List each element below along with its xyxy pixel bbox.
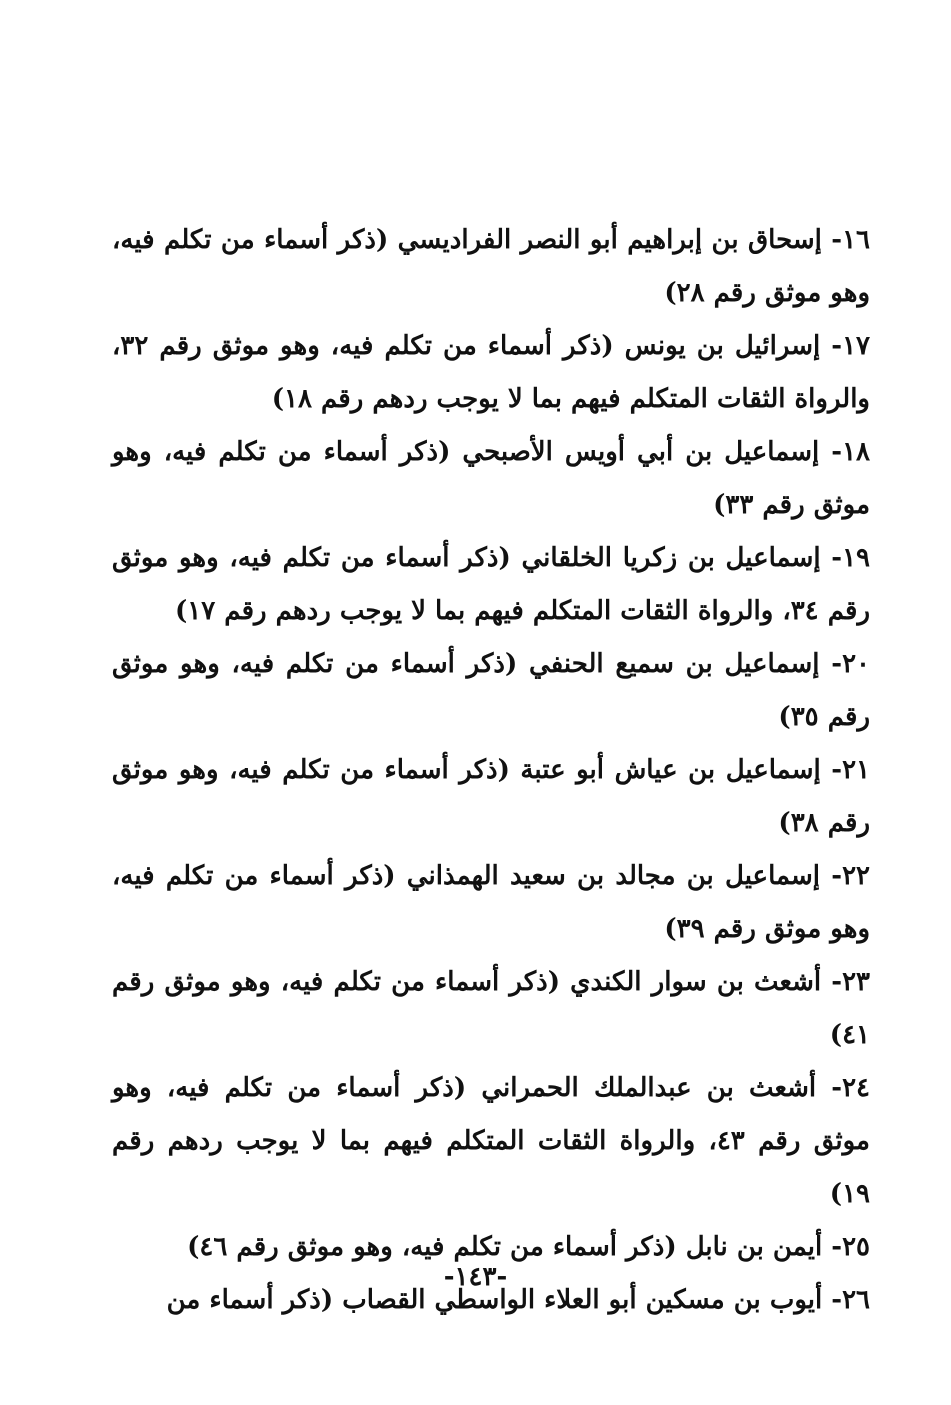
list-item: ٢٠- إسماعيل بن سميع الحنفي (ذكر أسماء من تكلم فيه، وهو موثق رقم ٣٥) bbox=[112, 649, 870, 732]
list-item: ٢٤- أشعث بن عبدالملك الحمراني (ذكر أسماء من تكلم فيه، وهو موثق رقم ٤٣، والرواة الثقات المتكلم فيهم بما لا يوجب ردهم رقم ١٩) bbox=[112, 1073, 870, 1209]
entries-list bbox=[112, 214, 870, 1327]
page-number: -١٤٣- bbox=[443, 1262, 508, 1292]
list-item: ٢١- إسماعيل بن عياش أبو عتبة (ذكر أسماء من تكلم فيه، وهو موثق رقم ٣٨) bbox=[112, 755, 870, 838]
list-item: ١٧- إسرائيل بن يونس (ذكر أسماء من تكلم فيه، وهو موثق رقم ٣٢، والرواة الثقات المتكلم فيهم بما لا يوجب ردهم رقم ١٨) bbox=[112, 331, 870, 414]
list-item: ٢٥- أيمن بن نابل (ذكر أسماء من تكلم فيه، وهو موثق رقم ٤٦) bbox=[187, 1232, 870, 1262]
list-item: ١٨- إسماعيل بن أبي أويس الأصبحي (ذكر أسماء من تكلم فيه، وهو موثق رقم ٣٣) bbox=[112, 437, 870, 520]
list-item: ٢٣- أشعث بن سوار الكندي (ذكر أسماء من تكلم فيه، وهو موثق رقم ٤١) bbox=[112, 967, 870, 1050]
list-item: ١٦- إسحاق بن إبراهيم أبو النصر الفراديسي (ذكر أسماء من تكلم فيه، وهو موثق رقم ٢٨) bbox=[112, 225, 870, 308]
list-item: ٢٢- إسماعيل بن مجالد بن سعيد الهمذاني (ذكر أسماء من تكلم فيه، وهو موثق رقم ٣٩) bbox=[112, 861, 870, 944]
list-item: ٢٦- أيوب بن مسكين أبو العلاء الواسطي القصاب (ذكر أسماء من bbox=[166, 1285, 870, 1315]
list-item: ١٩- إسماعيل بن زكريا الخلقاني (ذكر أسماء من تكلم فيه، وهو موثق رقم ٣٤، والرواة الثقات المتكلم فيهم بما لا يوجب ردهم رقم ١٧) bbox=[112, 543, 870, 626]
